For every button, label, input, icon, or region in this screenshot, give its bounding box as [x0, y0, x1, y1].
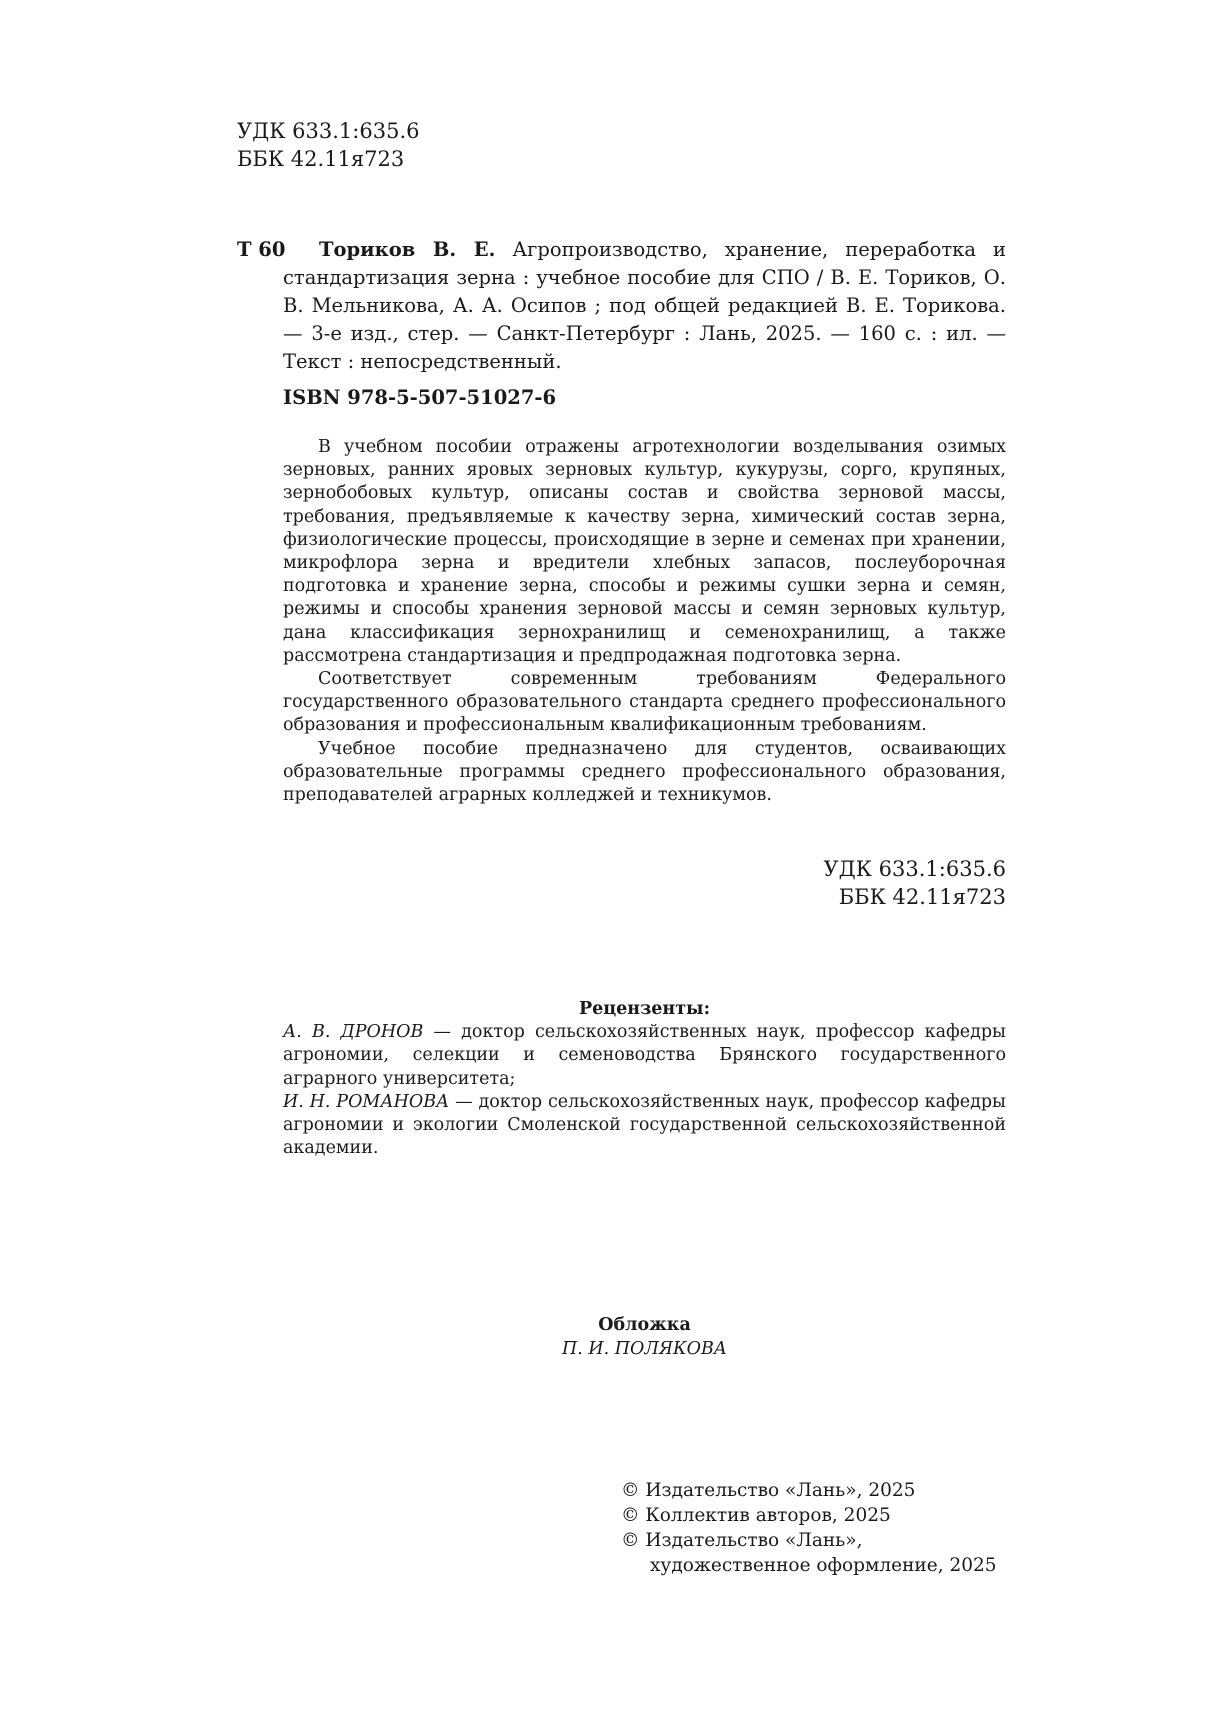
annotation-paragraph: Соответствует современным требованиям Федерального государственного образовательного стандарта среднего профессионального образования и профессиональным квалификационным требованиям.: [283, 669, 1006, 736]
bbk-code: ББК 42.11я723: [237, 147, 405, 171]
cover-title: Обложка: [598, 1315, 691, 1335]
author-code: Т 60: [237, 238, 286, 261]
copyright-notice: [621, 1478, 997, 1578]
annotation-paragraph: Учебное пособие предназначено для студентов, осваивающих образовательные программы среднего профессионального образования, преподавателей аграрных колледжей и техникумов.: [283, 738, 1006, 806]
cover-credit: [283, 1313, 1006, 1361]
udk-code: УДК 633.1:635.6: [237, 119, 420, 143]
reviewer-description: — доктор сельскохозяйственных наук, профессор кафедры агрономии, селекции и семеноводства Брянского государственного аграрного университета;: [283, 1022, 1006, 1089]
reviewer-item: [283, 1091, 1006, 1161]
bibliographic-entry: [283, 236, 1006, 376]
copyright-line: художественное оформление, 2025: [650, 1555, 997, 1576]
reviewer-name: А. В. ДРОНОВ: [283, 1022, 424, 1043]
copyright-line: © Издательство «Лань»,: [621, 1530, 863, 1551]
bbk-code: ББК 42.11я723: [838, 885, 1006, 909]
classification-codes-bottom: [824, 855, 1007, 911]
cover-designer: П. И. ПОЛЯКОВА: [561, 1339, 728, 1359]
udk-code: УДК 633.1:635.6: [823, 857, 1006, 881]
reviewer-description: — доктор сельскохозяйственных наук, профессор кафедры агрономии и экологии Смоленской государственной сельскохозяйственной академии.: [283, 1091, 1006, 1159]
bibliographic-description: Агропроизводство, хранение, переработка и стандартизация зерна : учебное пособие для СПО / В. Е. Ториков, О. В. Мельникова, А. А. Осипов ; под общей редакцией В. Е. Торикова. — 3-е изд., стер. — Санкт-Петербург : Лань, 2025. — 160 с. : ил. — Текст : непосредственный.: [283, 238, 1006, 373]
annotation: [283, 436, 1006, 807]
reviewer-name: И. Н. РОМАНОВА: [283, 1091, 450, 1112]
annotation-paragraph: В учебном пособии отражены агротехнологии возделывания озимых зерновых, ранних яровых зерновых культур, кукурузы, сорго, крупяных, зернобобовых культур, описаны состав и свойства зерновой массы, требования, предъявляемые к качеству зерна, химический состав зерна, физиологические процессы, происходящие в зерне и семенах при хранении, микрофлора зерна и вредители хлебных запасов, послеуборочная подготовка и хранение зерна, способы и режимы сушки зерна и семян, режимы и способы хранения зерновой массы и семян зерновых культур, дана классификация зернохранилищ и семенохранилищ, а также рассмотрена стандартизация и предпродажная подготовка зерна.: [283, 437, 1006, 666]
copyright-line: © Издательство «Лань», 2025: [621, 1480, 916, 1501]
copyright-line: © Коллектив авторов, 2025: [621, 1505, 891, 1526]
reviewer-item: [283, 1021, 1006, 1091]
isbn: ISBN 978-5-507-51027-6: [283, 386, 557, 409]
reviewers-title: Рецензенты:: [578, 999, 711, 1019]
reviewers-section: [283, 998, 1006, 1160]
lead-author: Ториков В. Е.: [319, 238, 496, 261]
classification-codes-top: [237, 117, 420, 173]
